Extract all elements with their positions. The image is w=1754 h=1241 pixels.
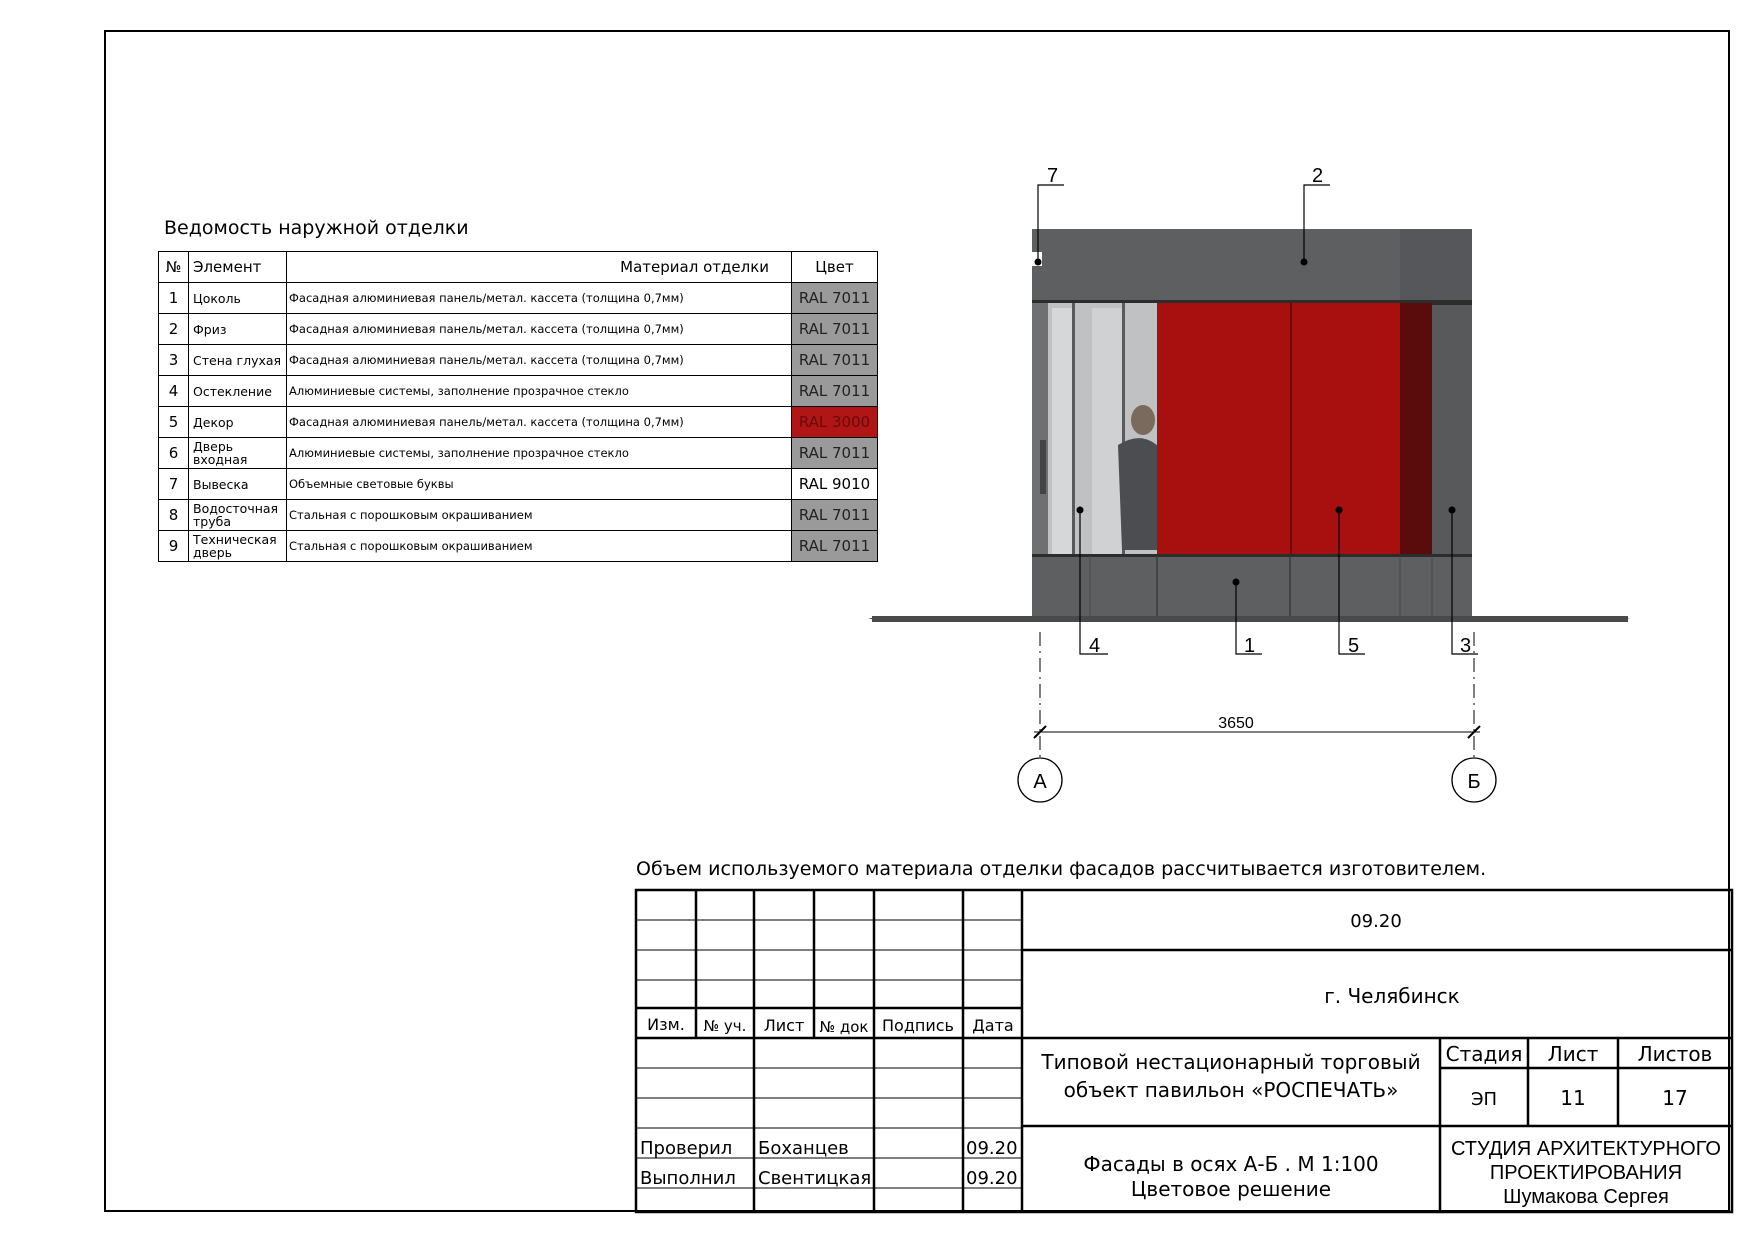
date-performed: 09.20 [966,1168,1018,1189]
row-element: Цоколь [189,283,287,314]
row-material: Алюминиевые системы, заполнение прозрачное стекло [287,438,792,469]
city: г. Челябинск [1324,984,1460,1008]
row-color: RAL 7011 [792,283,878,314]
row-material: Фасадная алюминиевая панель/метал. кассета (толщина 0,7мм) [287,345,792,376]
row-element: Фриз [189,314,287,345]
row-material: Фасадная алюминиевая панель/метал. кассета (толщина 0,7мм) [287,283,792,314]
row-color: RAL 7011 [792,376,878,407]
role-performed: Выполнил [640,1168,736,1189]
org-line1: СТУДИЯ АРХИТЕКТУРНОГО [1451,1138,1721,1160]
row-number: 8 [159,500,189,531]
col-n-dok: № док [819,1018,869,1036]
row-material: Алюминиевые системы, заполнение прозрачное стекло [287,376,792,407]
callout-4: 4 [1089,635,1101,657]
header-no: № [159,252,189,283]
row-material: Фасадная алюминиевая панель/метал. кассета (толщина 0,7мм) [287,314,792,345]
col-signature: Подпись [882,1016,954,1035]
stage-label: Стадия [1445,1042,1523,1066]
sheet-title-line2: Цветовое решение [1130,1177,1332,1201]
row-number: 6 [159,438,189,469]
row-element: Техническая дверь [189,531,287,562]
row-color: RAL 7011 [792,500,878,531]
row-number: 9 [159,531,189,562]
object-title-line1: Типовой нестационарный торговый [1041,1050,1421,1074]
col-izm: Изм. [647,1015,685,1034]
row-number: 2 [159,314,189,345]
col-date: Дата [972,1016,1014,1035]
object-title-line2: объект павильон «РОСПЕЧАТЬ» [1063,1078,1399,1102]
row-element: Стена глухая [189,345,287,376]
dimension-value: 3650 [1218,715,1254,732]
header-color: Цвет [792,252,878,283]
sheet-title-line1: Фасады в осях А-Б . М 1:100 [1083,1152,1379,1176]
col-list: Лист [763,1016,805,1035]
row-material: Фасадная алюминиевая панель/метал. кассета (толщина 0,7мм) [287,407,792,438]
callout-2: 2 [1312,165,1324,187]
sheet-label: Лист [1547,1042,1599,1066]
row-material: Объемные световые буквы [287,469,792,500]
header-material: Материал отделки [287,252,792,283]
row-material: Стальная с порошковым окрашиванием [287,500,792,531]
row-material: Стальная с порошковым окрашиванием [287,531,792,562]
row-number: 7 [159,469,189,500]
row-number: 5 [159,407,189,438]
header-element: Элемент [189,252,287,283]
name-performed: Свентицкая [758,1168,872,1189]
row-number: 4 [159,376,189,407]
sheets-value: 17 [1662,1086,1688,1110]
callout-7: 7 [1047,165,1059,187]
row-element: Водосточная труба [189,500,287,531]
row-color: RAL 7011 [792,531,878,562]
sheets-label: Листов [1637,1042,1713,1066]
role-checked: Проверил [640,1138,733,1159]
row-color: RAL 3000 [792,407,878,438]
volume-note: Объем используемого материала отделки фасадов рассчитывается изготовителем. [636,858,1487,880]
row-color: RAL 7011 [792,345,878,376]
row-color: RAL 7011 [792,314,878,345]
row-number: 1 [159,283,189,314]
org-line3: Шумакова Сергея [1503,1186,1669,1208]
stage-value: ЭП [1470,1089,1498,1110]
axis-label-a: А [1033,771,1047,793]
callout-5: 5 [1348,635,1360,657]
row-element: Остекление [189,376,287,407]
callout-3: 3 [1460,635,1472,657]
sheet-value: 11 [1560,1086,1586,1110]
doc-code: 09.20 [1350,911,1402,932]
axis-label-b: Б [1467,771,1481,793]
schedule-title: Ведомость наружной отделки [164,217,469,239]
col-n-uch: № уч. [703,1017,747,1035]
name-checked: Боханцев [758,1138,849,1159]
row-color: RAL 7011 [792,438,878,469]
org-line2: ПРОЕКТИРОВАНИЯ [1489,1162,1683,1184]
row-number: 3 [159,345,189,376]
row-color: RAL 9010 [792,469,878,500]
callout-1: 1 [1244,635,1256,657]
row-element: Декор [189,407,287,438]
row-element: Вывеска [189,469,287,500]
row-element: Дверь входная [189,438,287,469]
date-checked: 09.20 [966,1138,1018,1159]
